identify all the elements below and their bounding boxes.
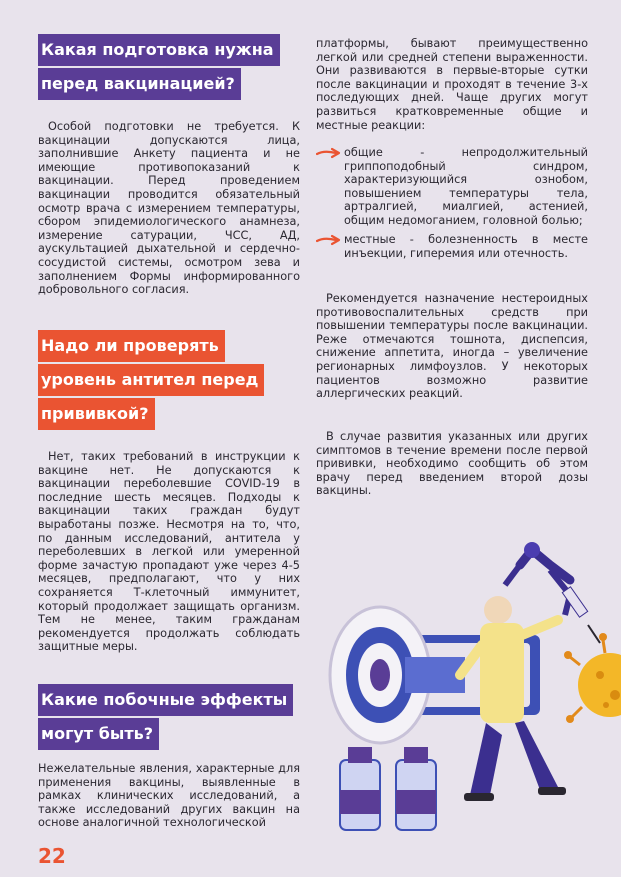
bullet-general-text: общие - непродолжительный гриппоподобный синдром, характеризующийся ознобом, повышением температуры тела, артралгией, миалгией, астенией, общим недомоганием, головной болью; [344, 146, 588, 227]
arrow-icon [316, 147, 342, 159]
virus-icon [564, 633, 621, 723]
antibodies-text: Нет, таких требований в инструкции к вакцине нет. Не допускаются к вакцинации переболевшие COVID-19 в последние шесть месяцев. Подходы к вакцинации таких граждан будут выработаны позже. Несмотря на то, что, по данным исследований, антитела у переболевших в легкой или умеренной форме зачастую пропадают уже через 4-5 месяцев, предполагают, что у них сохраняется Т-клеточный иммунитет, который продолжает защищать организм. Тем не менее, таким гражданам рекомендуется продолжать соблюдать защитные меры. [38, 450, 300, 654]
bullet-local-text: местные - болезненность в месте инъекции, гиперемия или отечность. [344, 233, 588, 260]
vial-icon [396, 747, 436, 830]
side-effects-heading-line1: Какие побочные эффекты [38, 684, 293, 716]
antibodies-heading-line1: Надо ли проверять [38, 330, 225, 362]
side-effects-heading [38, 684, 306, 752]
antibodies-heading-line3: прививкой? [38, 398, 155, 430]
side-effects-continuation: платформы, бывают преимущественно легкой или средней степени выраженности. Они развиваются в первые-вторые сутки после вакцинации и проходят в течение 3-х последующих дней. Чаще других могут развиться кратковременные общие и местные реакции: [316, 37, 588, 132]
vial-icon [340, 747, 380, 830]
preparation-heading [38, 34, 306, 102]
vaccine-lab-illustration [310, 525, 621, 877]
antibodies-heading [38, 330, 306, 432]
side-effects-heading-line2: могут быть? [38, 718, 159, 750]
antibodies-heading-line2: уровень антител перед [38, 364, 264, 396]
preparation-heading-line1: Какая подготовка нужна [38, 34, 280, 66]
bullet-local [316, 233, 588, 260]
preparation-heading-line2: перед вакцинацией? [38, 68, 241, 100]
advice-text: В случае развития указанных или других симптомов в течение времени после первой прививки, необходимо сообщить об этом врачу перед введением второй дозы вакцины. [316, 430, 588, 498]
recommendation-text: Рекомендуется назначение нестероидных противовоспалительных средств при повышении температуры после вакцинации. Реже отмечаются тошнота, диспепсия, снижение аппетита, иногда – увеличение регионарных лимфоузлов. У некоторых пациентов возможно развитие аллергических реакций. [316, 292, 588, 401]
preparation-text: Особой подготовки не требуется. К вакцинации допускаются лица, заполнившие Анкету пациента и не имеющие противопоказаний к вакцинации. Перед проведением вакцинации проводится обязательный осмотр врача с измерением температуры, сбором эпидемиологического анамнеза, измерение сатурации, ЧСС, АД, аускультацией дыхательной и сердечно-сосудистой системы, осмотром зева и заполнением Формы информированного добровольного согласия. [38, 120, 300, 297]
page-number: 22 [38, 844, 66, 868]
bullet-general [316, 146, 588, 228]
arrow-icon [316, 234, 342, 246]
side-effects-text: Нежелательные явления, характерные для применения вакцины, выявленные в рамках клинических исследований, а также исследований других вакцин на основе аналогичной технологической [38, 762, 300, 830]
